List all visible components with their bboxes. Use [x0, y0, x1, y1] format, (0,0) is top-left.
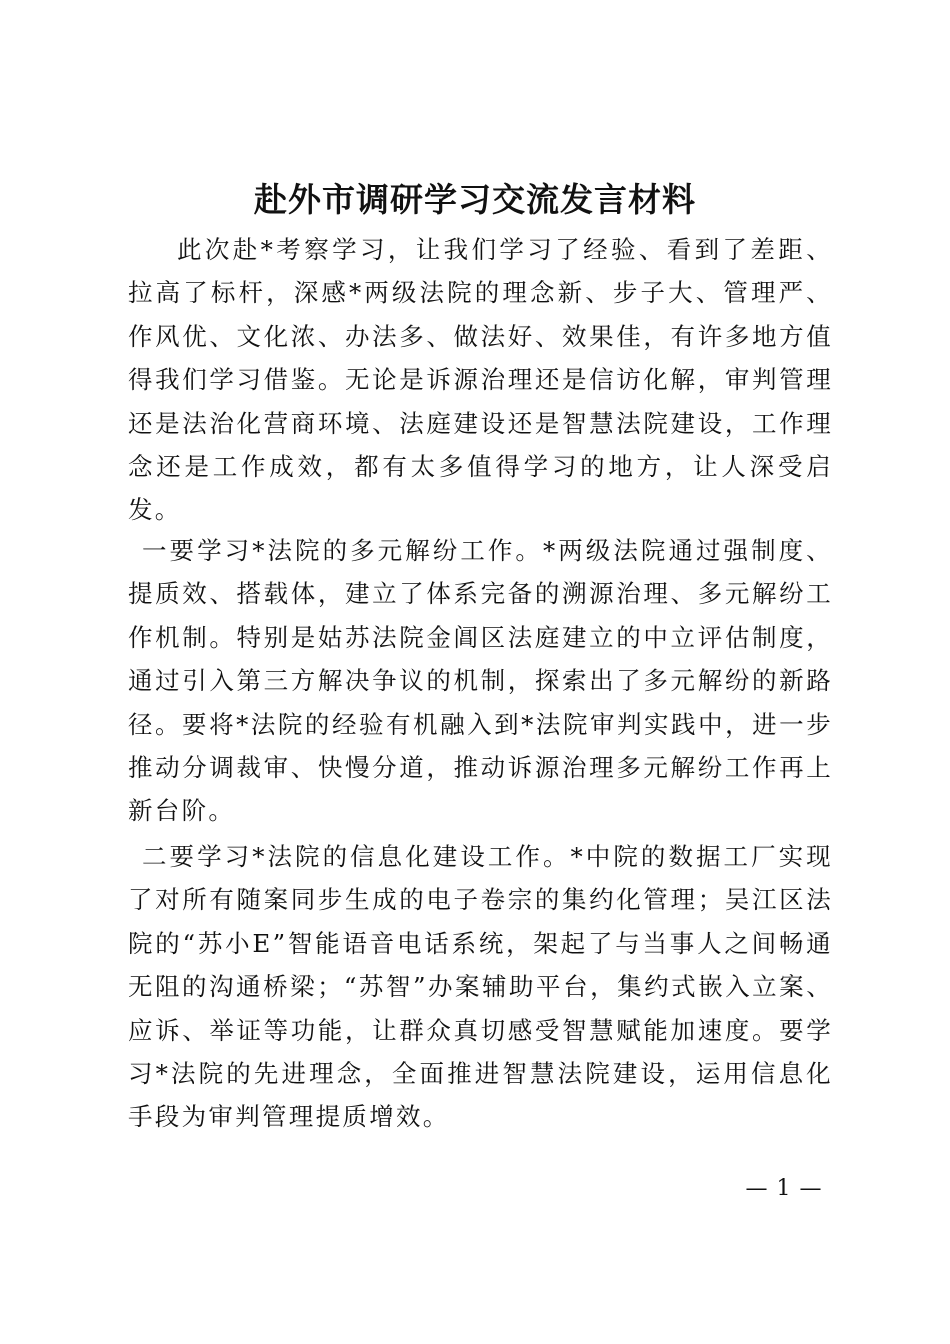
paragraph-point-one: 一要学习*法院的多元解纷工作。*两级法院通过强制度、提质效、搭载体，建立了体系完备的溯源治理、多元解纷工作机制。特别是姑苏法院金阊区法庭建立的中立评估制度，通过引入第三方解决争议的机制，探索出了多元解纷的新路径。要将*法院的经验有机融入到*法院审判实践中，进一步推动分调裁审、快慢分道，推动诉源治理多元解纷工作再上新台阶。 [128, 536, 833, 826]
paragraph-intro: 此次赴*考察学习，让我们学习了经验、看到了差距、拉高了标杆，深感*两级法院的理念新、步子大、管理严、作风优、文化浓、办法多、做法好、效果佳，有许多地方值得我们学习借鉴。无论是诉源治理还是信访化解，审判管理还是法治化营商环境、法庭建设还是智慧法院建设，工作理念还是工作成效，都有太多值得学习的地方，让人深受启发。 [128, 235, 833, 525]
document-title: 赴外市调研学习交流发言材料 [254, 180, 696, 219]
paragraph-point-two: 二要学习*法院的信息化建设工作。*中院的数据工厂实现了对所有随案同步生成的电子卷宗的集约化管理；吴江区法院的“苏小E”智能语音电话系统，架起了与当事人之间畅通无阻的沟通桥梁；“苏智”办案辅助平台，集约式嵌入立案、应诉、举证等功能，让群众真切感受智慧赋能加速度。要学习*法院的先进理念，全面推进智慧法院建设，运用信息化手段为审判管理提质增效。 [128, 842, 833, 1132]
page-number: — 1 — [745, 1176, 823, 1201]
